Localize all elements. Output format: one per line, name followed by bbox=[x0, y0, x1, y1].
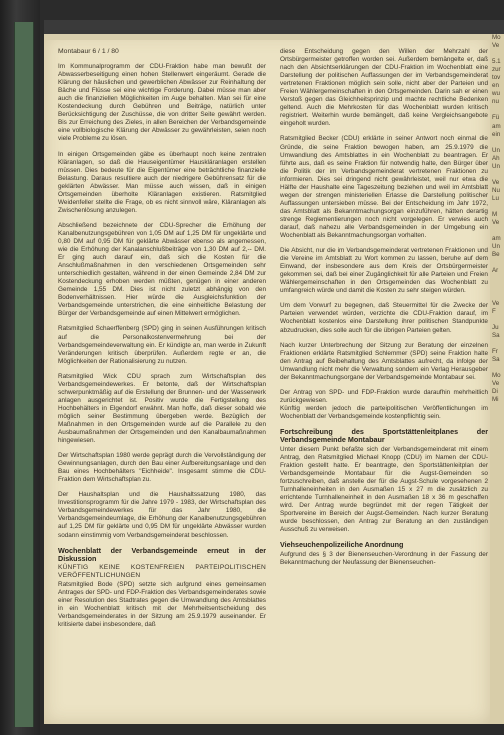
left-paragraph: Ratsmitglied Bode (SPD) setzte sich aufgrund eines gemeinsamen Antrages der SPD- und FDP-Fraktion des Verbandsgemeinderates sowie einer Resolution des Stadtrates gegen die Umwandlung des Amtsblattes in ein Wochenblatt kritisch mit der Mehrheitsentscheidung des Verbandsgemeinderates in der Sitzung am 25.9.1979 auseinander. Er kritisierte dabei insbesondere, daß bbox=[58, 580, 266, 628]
document-page bbox=[44, 34, 490, 724]
right-paragraph: Ratsmitglied Becker (CDU) erklärte in seiner Antwort noch einmal die Gründe, die seine Fraktion bewogen haben, am 25.9.1979 die Umwandlung des Amtsblattes in ein Wochenblatt zu beantragen. Er führte aus, daß es seine Fraktion für notwendig halte, den Bürger über die Politik der im Verbandsgemeinderat vertretenen Fraktionen zu informieren. Dies sei dringend nicht gewährleistet, weil nur etwa die Hälfte der Haushalte eine Tageszeitung beziehen und weil im Amtsblatt wegen der strengen ministeriellen Erlasse die Darstellung politischer Auffassungen untersieben müsse. Bei der Entscheidung im Jahr 1972, das Amtsblatt als Bekanntmachungsorgan einzuführen, hätten derartig strenge Reglementierungen noch nicht vorgelegen. Er verwies auch darauf, daß nahezu alle Verbandsgemeinden in der Umgebung ein Wochenblatt als Bekanntmachungsorgan vorhalten. bbox=[280, 135, 488, 240]
right-paragraph: Nach kurzer Unterbrechung der Sitzung zur Beratung der einzelnen Fraktionen erklärte Ratsmitglied Schlemmer (SPD) seine Fraktion halte den Antrag auf Beibehaltung des Amtsblattes aufrecht, da infolge der Umwandlung nicht mehr die Verwaltung sondern ein Verlag Herausgeber der Bekanntmachungsorgane der Verbandsgemeinde Montabaur sei. bbox=[280, 341, 488, 381]
section-subheading: KÜNFTIG KEINE KOSTENFREIEN PARTEIPOLITISCHEN VERÖFFENTLICHUNGEN bbox=[58, 564, 266, 580]
adjacent-page-fragment: Sa bbox=[492, 355, 500, 363]
left-paragraph: Ratsmitglied Schaerffenberg (SPD) ging in seinen Ausführungen kritisch auf die Personalkostenvermehrung bei der Verbandsgemeindeverwaltung ein. Er kündigte an, man werde in Zukunft Veränderungen kritisch überprüfen. Außerdem regte er an, die Möglichkeiten der Rationalisierung zu nutzen. bbox=[58, 325, 266, 365]
right-column bbox=[280, 48, 488, 574]
adjacent-page-fragment bbox=[490, 316, 504, 324]
left-paragraph: Abschließend bezeichnete der CDU-Sprecher die Erhöhung der Kanalbenutzungsgebühren von 1,05 DM auf 1,25 DM für ungeklärte und 0,80 DM auf 0,95 DM für geklärte Abwässer ebenso als angemessen, wie die Erhöhung der Kanalanschlußbeiträge von 1,30 DM auf 2,-- DM. Er ging auch darauf ein, daß sich die Kosten für die Anschlußmaßnahmen in den verschiedenen Ortsgemeinden sehr unterschiedlich gestalten, während in der einen Gemeinde 2,84 DM zur Kostendeckung erhoben werden müßten, genügen in einer anderen Gemeinde 1,55 DM. Dies ist nicht zuletzt abhängig von den Bodenverhältnissen. Hier würde die Ausgleichsfunktion der Verbandsgemeinde unterstrichen, die eine einheitliche Belastung der Bürger der Verbandsgemeinde auf einen Mittelwert ermöglichen. bbox=[58, 221, 266, 318]
adjacent-page-fragment: F bbox=[492, 307, 496, 315]
adjacent-page-fragment bbox=[490, 203, 504, 211]
adjacent-page-fragment: Fr bbox=[492, 347, 498, 355]
left-column bbox=[58, 48, 266, 636]
left-paragraph: Der Wirtschaftsplan 1980 werde geprägt durch die Vervollständigung der Gewinnungsanlagen, durch den Bau einer Aufbereitungsanlage und den Bau eines Hochbehälters "Eichheide". Insgesamt stimme die CDU-Fraktion dem Wirtschaftsplan zu. bbox=[58, 452, 266, 484]
adjacent-page-fragment bbox=[490, 139, 504, 147]
adjacent-page-fragment bbox=[490, 227, 504, 235]
adjacent-page-fragment: am bbox=[492, 235, 501, 243]
adjacent-page-fragment: Ah bbox=[492, 154, 500, 162]
adjacent-page-fragment bbox=[490, 106, 504, 114]
adjacent-page-fragment: Un bbox=[492, 243, 500, 251]
right-paragraph: diese Entscheidung gegen den Willen der Mehrzahl der Ortsbürgermeister getroffen worden sei. Außerdem bemängelte er, daß nach den Absichtserklärungen der CDU-Fraktion im Wochenblatt eine Darstellung der politischen Auffassungen der im Verbandsgemeinderat vertretenen Fraktionen möglich sein solle, nicht aber der Parteien und Freien Wählergemeinschaften in den Ortsgemeinden. Darin sah er einen Verstoß gegen das Gleichheitsprinzip und machte rechtliche Bedenken geltend. Auch die Mehrkosten für das Wochenblatt wurden kritisch registriert. Weiterhin wurde bemängelt, daß keine Vergleichsangebote eingeholt wurden. bbox=[280, 48, 488, 128]
adjacent-page-fragment: Ar bbox=[492, 267, 499, 275]
adjacent-page-fragment: tov bbox=[492, 74, 501, 82]
adjacent-page-fragment: Un bbox=[492, 146, 500, 154]
right-paragraph: Die Absicht, nur die im Verbandsgemeinderat vertretenen Fraktionen und die Vereine im Amtsblatt zu Wort kommen zu lassen, beruhe auf dem Einwand, der insbesondere aus dem Kreis der Ortsbürgermeister gekommen sei, daß bei einer Zugänglichkeit für alle Parteien und Freien Wählergemeinschaften in den Ortsgemeinden das Wochenblatt zu umfangreich würde und damit die Kosten zu sehr steigen würden. bbox=[280, 247, 488, 295]
right-paragraph: Unter diesem Punkt befaßte sich der Verbandsgemeinderat mit einem Antrag, den Ratsmitglied Michael Knopp (CDU) im Namen der CDU-Fraktion gestellt hatte. Er beantragte, den Sportstättenleitplan der Verbandsgemeinde Montabaur für die Augst-Gemeinden so fortzuschreiben, daß anstelle der für die Augst-Schule vorgesehenen 2 Turnhalleneinheiten in den Ausmaßen 15 x 27 m die zusätzlich zu errichtende Turnhalleneinheit in den Ausmaßen 18 x 36 m geschaffen wird. Der Antrag wurde begründet mit der regen Tätigkeit der Sportvereine im Bereich der Augst-Gemeinden. Nach kurzer Beratung wurde beschlossen, den Antrag zur Beratung an den zuständigen Ausschuß zu verweisen. bbox=[280, 445, 488, 534]
adjacent-page-fragment: 5.1 bbox=[492, 58, 501, 66]
adjacent-page-fragment: nu bbox=[492, 98, 499, 106]
adjacent-page-fragment bbox=[490, 292, 504, 300]
adjacent-page-fragment: Lu bbox=[492, 194, 499, 202]
adjacent-page-fragment bbox=[490, 275, 504, 283]
right-paragraph: Aufgrund des § 3 der Bienenseuchen-Verordnung in der Fassung der Bekanntmachung der Neufassung der Bienenseuchen- bbox=[280, 550, 488, 566]
left-paragraph: Im Kommunalprogramm der CDU-Fraktion habe man bewußt der Abwasserbeseitigung einen hohen Stellenwert eingeräumt. Gerade die Klärung der häuslichen und gewerblichen Abwässer zur Reinhaltung der Bäche und Flüsse sei eine wichtige Forderung. Dabei müsse man aber auch die finanziellen Möglichkeiten im Auge behalten. Man sei für eine Kostendeckung durch Gebühren und Beiträge, natürlich unter Berücksichtigung der Zuschüsse, die von dritter Seite gewährt werden. Bis zur Erreichung des Zieles, in allen Bereichen der Verbandsgemeinde eine vollbiologische Klärung der Abwässer zu gewährleisten, seien noch viele Probleme zu lösen. bbox=[58, 63, 266, 143]
adjacent-page-fragment: Ju bbox=[492, 323, 499, 331]
adjacent-page-edge bbox=[490, 34, 504, 724]
adjacent-page-fragment: Ve bbox=[492, 299, 500, 307]
adjacent-page-fragment: Ve bbox=[492, 42, 500, 50]
binder-strip bbox=[14, 22, 34, 727]
adjacent-page-fragment: zur bbox=[492, 66, 501, 74]
adjacent-page-fragment: M bbox=[492, 211, 498, 219]
page-header: Montabaur 6 / 1 / 80 bbox=[58, 48, 119, 55]
adjacent-page-fragment: Ve bbox=[492, 380, 500, 388]
adjacent-page-fragment bbox=[490, 259, 504, 267]
left-paragraph: Der Haushaltsplan und die Haushaltssatzung 1980, das Investitionsprogramm für die Jahre 1979 - 1983, der Wirtschaftsplan des Verbandsgemeindewerkes für das Jahr 1980, die Verbandsgemeindeumlage, die Erhöhung der Kanalbenutzungsgebühren auf 1,25 DM für geklärte und 0,95 DM für ungeklärte Abwässer wurden sodann einstimmig vom Verbandsgemeinderat beschlossen. bbox=[58, 491, 266, 539]
adjacent-page-fragment bbox=[490, 340, 504, 348]
adjacent-page-fragment: Ve bbox=[492, 178, 500, 186]
right-paragraph: Der Antrag von SPD- und FDP-Fraktion wurde daraufhin mehrheitlich zurückgewiesen. Künftig werden jedoch die parteipolitischen Veröffentlichungen im Wochenblatt der Verbandsgemeinde kostenpflichtig sein. bbox=[280, 388, 488, 420]
adjacent-page-fragment: Sa bbox=[492, 331, 500, 339]
adjacent-page-fragment: Mi bbox=[492, 396, 499, 404]
adjacent-page-fragment: Nu bbox=[492, 186, 500, 194]
adjacent-page-fragment: Mo bbox=[492, 34, 501, 41]
adjacent-page-fragment: en bbox=[492, 82, 499, 90]
adjacent-page-fragment bbox=[490, 283, 504, 291]
section-heading: Wochenblatt der Verbandsgemeinde erneut in der Diskussion bbox=[58, 545, 266, 563]
binder-top-edge bbox=[44, 20, 504, 34]
adjacent-page-fragment: ein bbox=[492, 130, 501, 138]
adjacent-page-fragment: Un bbox=[492, 162, 500, 170]
right-paragraph: Um dem Vorwurf zu begegnen, daß Steuermittel für die Zwecke der Parteien verwendet würden, verzichte die CDU-Fraktion darauf, im Wochenblatt kostenlos eine Darstellung ihrer politischen Standpunkte abzudrucken, dies solle auch für die übrigen Parteien gelten. bbox=[280, 302, 488, 334]
section-heading: Fortschreibung des Sportstättenleitplanes der Verbandsgemeinde Montabaur bbox=[280, 426, 488, 445]
adjacent-page-fragment: Fü bbox=[492, 114, 500, 122]
adjacent-page-fragment: Ve bbox=[492, 219, 500, 227]
left-paragraph: In einigen Ortsgemeinden gäbe es überhaupt noch keine zentralen Kläranlagen, so daß die Hauseigentümer Hauskläranlagen erstellen müssen. Dies bedeute für die Eigentümer eine beträchtliche finanzielle Belastung. Daraus resultiere auch der niedrigere Gebührensatz für die geklärten Abwässer. Man müsse auch wissen, daß in einigen Ortsgemeinden überholte Kläranlagen existieren. Ratsmitglied Weidenfeller stellte die Frage, ob es nicht sinnvoll wäre, Kläranlagen als Zwischenlösung anzulegen. bbox=[58, 150, 266, 214]
adjacent-page-fragment bbox=[490, 364, 504, 372]
binder-spine bbox=[0, 0, 40, 735]
adjacent-page-fragment: wu bbox=[492, 90, 500, 98]
adjacent-page-fragment bbox=[490, 50, 504, 58]
left-paragraph: Ratsmitglied Wick CDU sprach zum Wirtschaftsplan des Verbandsgemeindewerkes. Er betonte, daß der Wirtschaftsplan schwerpunktmäßig auf die Erstellung der Brunnen- und der Wasserwerk anlagen ausgerichtet ist. Positiv wurde die Fertigstellung des Hochbehälters in Elgendorf erwähnt. Man hoffe, daß dieser sobald wie möglich seiner Bestimmung übergeben werde. Bezüglich der Maßnahmen in den Ortsgemeinden wurde auf die Parallele zu den Ausbaumaßnahmen der Ortsgemeinden und den Kanalbaumaßnahmen hingewiesen. bbox=[58, 372, 266, 445]
section-heading: Viehseuchenpolizeiliche Anordnung bbox=[280, 540, 404, 550]
adjacent-page-fragment: Mo bbox=[492, 371, 501, 379]
adjacent-page-fragment: Di bbox=[492, 388, 498, 396]
adjacent-page-fragment: am bbox=[492, 122, 501, 130]
adjacent-page-fragment: Be bbox=[492, 251, 500, 259]
adjacent-page-fragment bbox=[490, 171, 504, 179]
